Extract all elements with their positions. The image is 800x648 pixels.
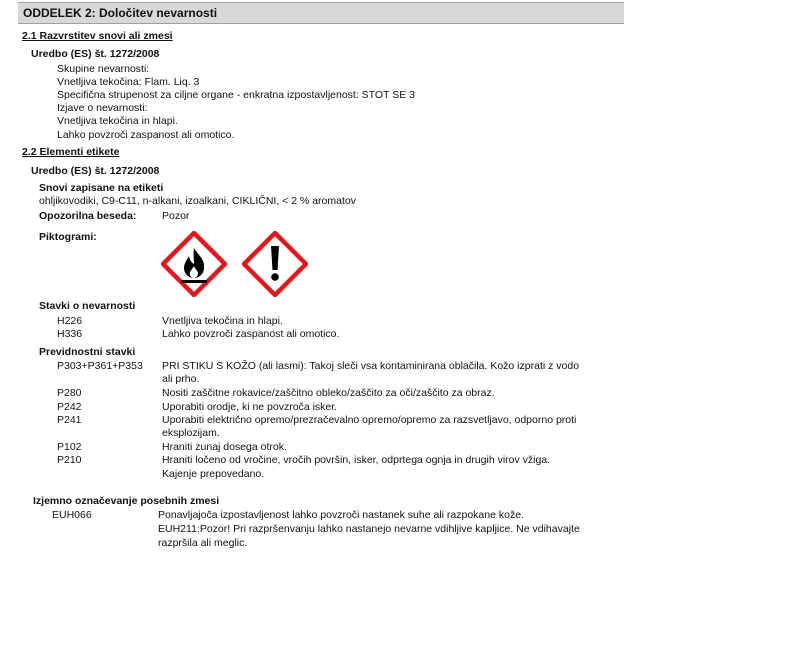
precaution-text-cont: ali prho. <box>162 373 200 385</box>
flame-pictogram-icon <box>161 231 227 297</box>
precaution-text: PRI STIKU S KOŽO (ali lasmi): Takoj sleči vsa kontaminirana oblačila. Kožo izprati z vodo <box>162 360 580 372</box>
precaution-code: P210 <box>57 454 82 466</box>
special-code: EUH066 <box>52 509 92 521</box>
precaution-code: P241 <box>57 414 82 426</box>
signal-word-value: Pozor <box>162 210 190 222</box>
s22-heading: 2.2 Elementi etikete <box>22 146 120 158</box>
s21-line: Vnetljiva tekočina in hlapi. <box>57 115 178 127</box>
precaution-code: P242 <box>57 401 82 413</box>
label-substances-title: Snovi zapisane na etiketi <box>39 182 164 194</box>
precaution-text: Hraniti zunaj dosega otrok. <box>162 441 287 453</box>
precaution-code: P303+P361+P353 <box>57 360 143 372</box>
precautionary-statements-title: Previdnostni stavki <box>39 346 136 358</box>
s22-regulation: Uredbo (ES) št. 1272/2008 <box>31 165 160 177</box>
pictograms-label: Piktogrami: <box>39 231 97 243</box>
precaution-code: P102 <box>57 441 82 453</box>
special-text: razpršila ali meglic. <box>158 537 248 549</box>
precaution-code: P280 <box>57 387 82 399</box>
s21-regulation: Uredbo (ES) št. 1272/2008 <box>31 48 160 60</box>
s21-line: Izjave o nevarnosti: <box>57 102 148 114</box>
precaution-text-cont: Kajenje prepovedano. <box>162 468 265 480</box>
signal-word-label: Opozorilna beseda: <box>39 210 137 222</box>
precaution-text-cont: eksplozijam. <box>162 427 220 439</box>
s21-line: Skupine nevarnosti: <box>57 63 150 75</box>
precaution-text: Uporabiti električno opremo/prezračevalno opremo/opremo za razsvetljavo, odporno proti <box>162 414 577 426</box>
precaution-text: Uporabiti orodje, ki ne povzroča isker. <box>162 401 338 413</box>
special-text: Ponavljajoča izpostavljenost lahko povzroči nastanek suhe ali razpokane kože. <box>158 509 524 521</box>
s21-line: Lahko povzroči zaspanost ali omotico. <box>57 129 235 141</box>
hazard-code: H226 <box>57 315 83 327</box>
label-substances-text: ohljikovodiki, C9-C11, n-alkani, izoalkani, CIKLIČNI, < 2 % aromatov <box>39 195 356 207</box>
s21-heading: 2.1 Razvrstitev snovi ali zmesi <box>22 30 173 42</box>
special-labelling-title: Izjemno označevanje posebnih zmesi <box>33 495 220 507</box>
hazard-text: Vnetljiva tekočina in hlapi. <box>162 315 283 327</box>
special-text: EUH211:Pozor! Pri razpršenvanju lahko nastanejo nevarne vdihljive kapljice. Ne vdihavajte <box>158 523 580 535</box>
hazard-statements-title: Stavki o nevarnosti <box>39 300 136 312</box>
precaution-text: Hraniti ločeno od vročine, vročih površin, isker, odprtega ognja in drugih virov vžiga. <box>162 454 551 466</box>
section-title: ODDELEK 2: Določitev nevarnosti <box>23 6 218 20</box>
section-header <box>18 2 624 24</box>
s21-line: Specifična strupenost za ciljne organe - enkratna izpostavljenost: STOT SE 3 <box>57 89 415 101</box>
precaution-text: Nositi zaščitne rokavice/zaščitno obleko/zaščito za oči/zaščito za obraz. <box>162 387 495 399</box>
exclamation-pictogram-icon <box>242 231 308 297</box>
s21-line: Vnetljiva tekočina: Flam. Liq. 3 <box>57 76 200 88</box>
hazard-code: H336 <box>57 328 83 340</box>
hazard-text: Lahko povzroči zaspanost ali omotico. <box>162 328 340 340</box>
